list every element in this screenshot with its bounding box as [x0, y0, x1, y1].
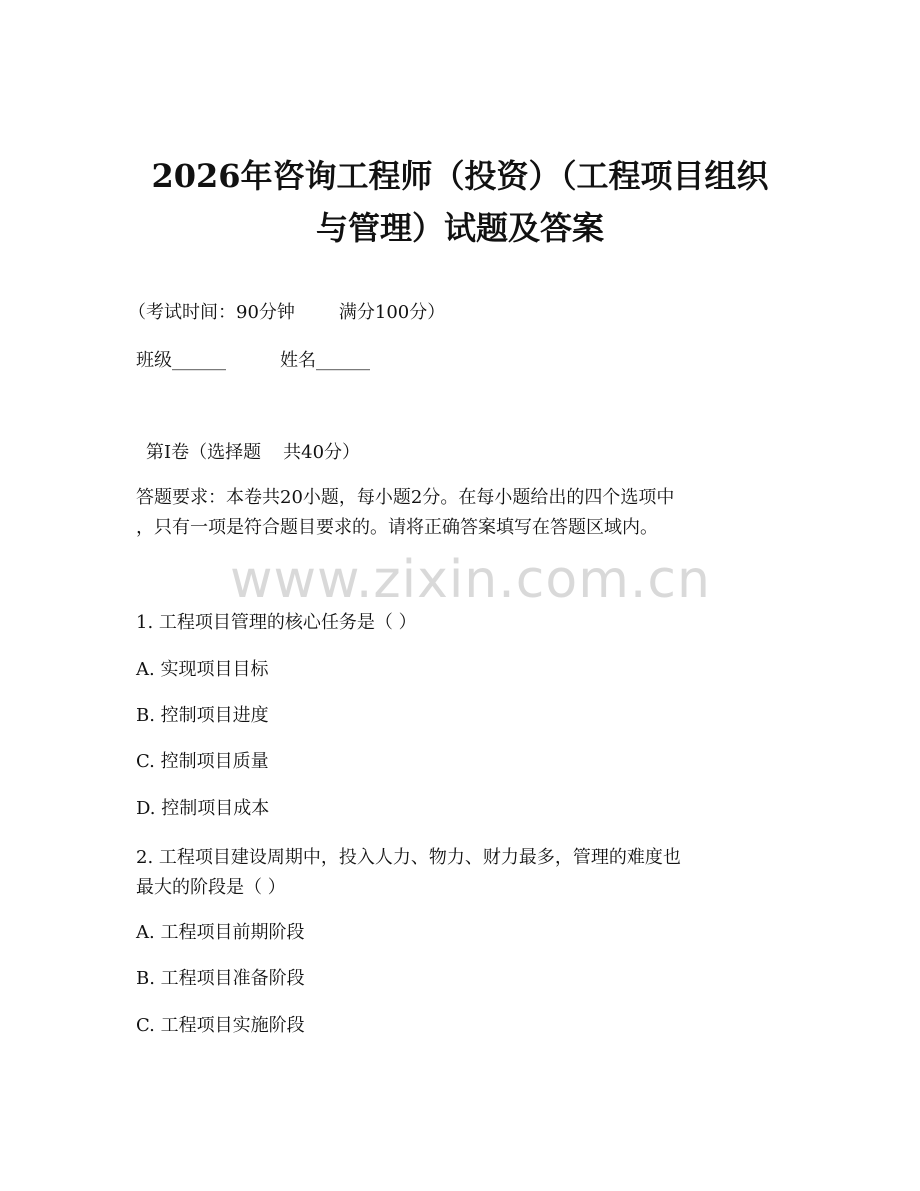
question-1-option-d: D. 控制项目成本: [136, 798, 270, 819]
section-heading: [146, 441, 360, 465]
question-2-option-c: C. 工程项目实施阶段: [136, 1015, 305, 1036]
full-score: 满分100分）: [338, 302, 446, 323]
exam-info: [128, 301, 445, 325]
title-line-1: 2026年咨询工程师（投资）（工程项目组织: [151, 157, 769, 195]
question-2-stem-line-1: 2. 工程项目建设周期中，投入人力、物力、财力最多，管理的难度也: [136, 847, 681, 868]
name-field: 姓名______: [280, 350, 370, 371]
title-line-2: 与管理）试题及答案: [315, 209, 604, 247]
question-2-stem: [136, 843, 796, 903]
question-1-option-a: A. 实现项目目标: [136, 659, 269, 680]
instructions: [136, 483, 796, 543]
question-2-option-a: A. 工程项目前期阶段: [136, 922, 305, 943]
question-1-option-b: B. 控制项目进度: [136, 705, 269, 726]
student-info: [136, 349, 370, 373]
instructions-line-1: 答题要求：本卷共20小题，每小题2分。在每小题给出的四个选项中: [136, 487, 675, 508]
class-field: 班级______: [136, 350, 226, 371]
section-score: 共40分）: [283, 442, 361, 463]
watermark-text: www.zixin.com.cn: [230, 550, 711, 610]
question-2-stem-line-2: 最大的阶段是（ ）: [136, 877, 286, 898]
question-1-stem: 1. 工程项目管理的核心任务是（ ）: [136, 612, 417, 633]
question-1-option-c: C. 控制项目质量: [136, 751, 269, 772]
section-title: 第Ⅰ卷（选择题: [146, 442, 262, 463]
instructions-line-2: ，只有一项是符合题目要求的。请将正确答案填写在答题区域内。: [136, 517, 658, 538]
exam-time: （考试时间：90分钟: [128, 302, 295, 323]
question-2-option-b: B. 工程项目准备阶段: [136, 968, 305, 989]
document-title: [60, 150, 860, 254]
